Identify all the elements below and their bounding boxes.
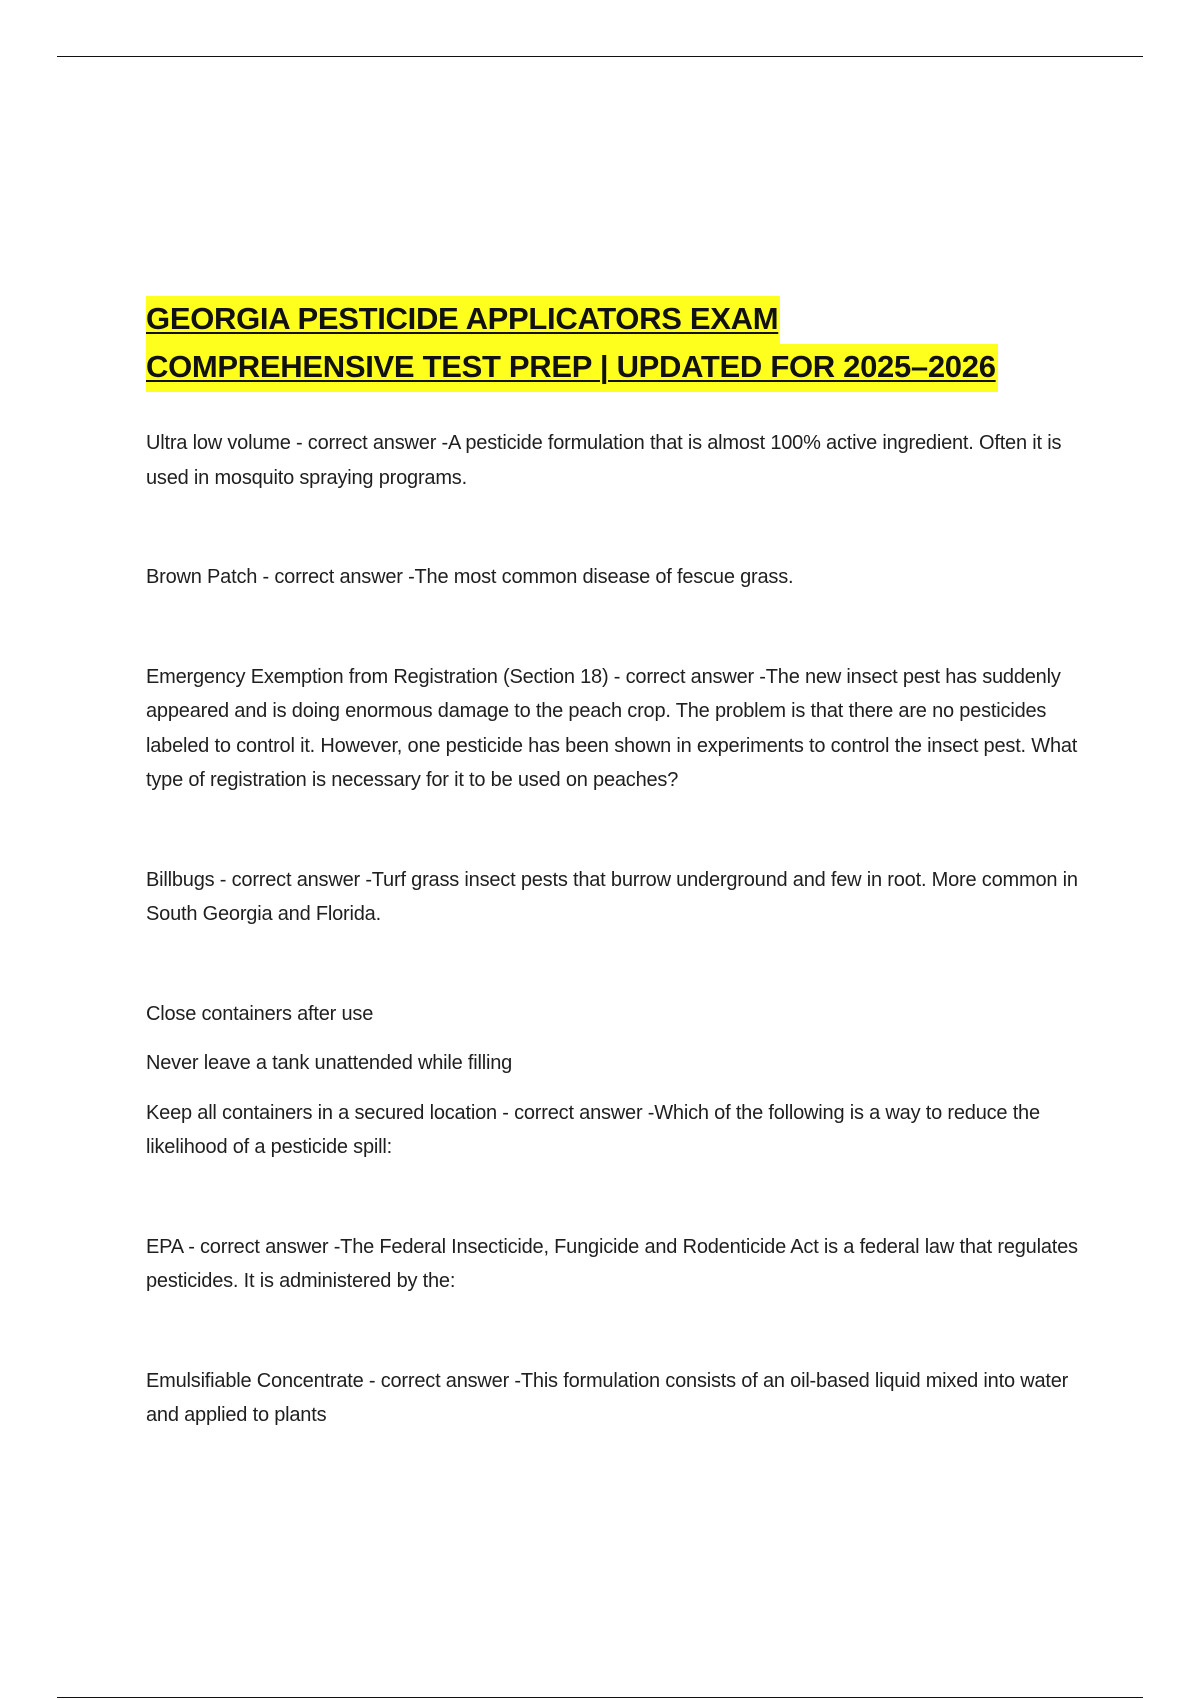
title-line-2: COMPREHENSIVE TEST PREP | UPDATED FOR 2025–2026 <box>146 344 998 392</box>
qa-entry-brown-patch: Brown Patch - correct answer -The most common disease of fescue grass. <box>146 566 794 588</box>
qa-entry-billbugs: Billbugs - correct answer -Turf grass insect pests that burrow underground and few in root. More common in South Georgia and Florida. <box>146 868 1078 925</box>
document-title <box>146 296 1146 392</box>
bottom-rule <box>57 1697 1143 1698</box>
qa-entry-emergency-exemption: Emergency Exemption from Registration (Section 18) - correct answer -The new insect pest has suddenly appeared and is doing enormous damage to the peach crop. The problem is that there are no pesticides labeled to control it. However, one pesticide has been shown in experiments to control the insect pest. What type of registration is necessary for it to be used on peaches? <box>146 665 1078 791</box>
qa-entry-emulsifiable-concentrate: Emulsifiable Concentrate - correct answer -This formulation consists of an oil-based liquid mixed into water and applied to plants <box>146 1369 1069 1426</box>
qa-entry-ultra-low-volume: Ultra low volume - correct answer -A pesticide formulation that is almost 100% active ingredient. Often it is used in mosquito spraying programs. <box>146 432 1062 489</box>
qa-entry-epa: EPA - correct answer -The Federal Insecticide, Fungicide and Rodenticide Act is a federal law that regulates pesticides. It is administered by the: <box>146 1235 1078 1292</box>
title-line-1: GEORGIA PESTICIDE APPLICATORS EXAM <box>146 296 780 344</box>
qa-entry-keep-containers: Keep all containers in a secured location - correct answer -Which of the following is a way to reduce the likelihood of a pesticide spill: <box>146 1101 1040 1158</box>
qa-entry-close-containers: Close containers after use <box>146 1002 374 1025</box>
top-rule <box>57 56 1143 57</box>
qa-list <box>146 426 1096 1433</box>
qa-entry-never-leave-tank: Never leave a tank unattended while filling <box>146 1052 513 1074</box>
